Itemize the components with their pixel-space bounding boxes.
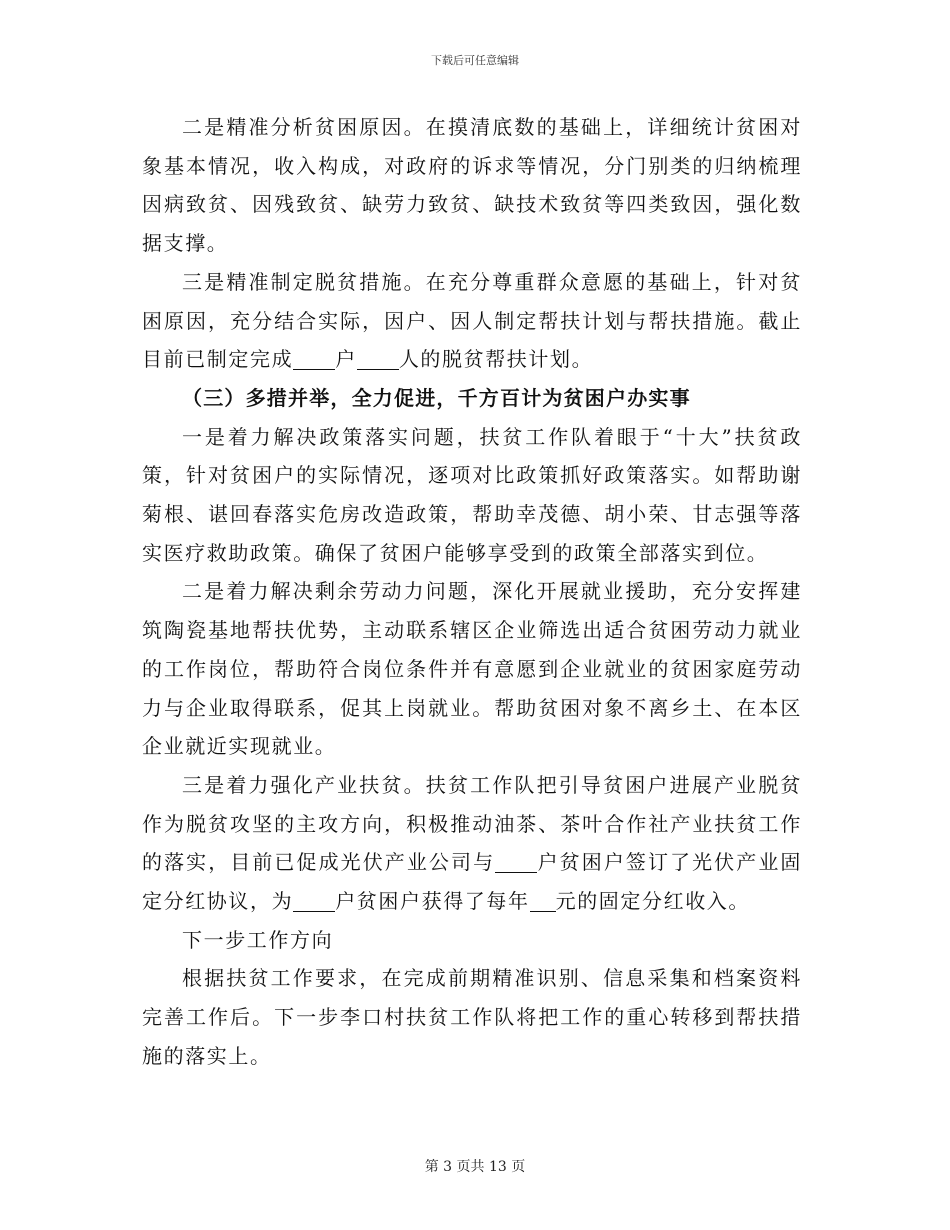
paragraph-industry bbox=[142, 766, 802, 921]
text-segment: 元的固定分红收入。 bbox=[555, 889, 751, 914]
paragraph-poverty-measures bbox=[142, 263, 802, 379]
text-segment: 户贫困户获得了每年 bbox=[335, 889, 530, 914]
text-segment: 人的脱贫帮扶计划。 bbox=[398, 347, 594, 372]
paragraph-labor: 二是着力解决剩余劳动力问题，深化开展就业援助，充分安挥建筑陶瓷基地帮扶优势，主动联系辖区企业筛选出适合贫困劳动力就业的工作岗位，帮助符合岗位条件并有意愿到企业就业的贫困家庭劳动力与企业取得联系，促其上岗就业。帮助贫困对象不离乡土、在本区企业就近实现就业。 bbox=[142, 579, 802, 759]
text-segment: 三是着力强化产业扶贫。扶贫工作队把引导贫困户进展产业脱贫作为脱贫攻坚的主攻方向，积极推动油茶、茶叶合作社产业扶贫工作的落实，目前已促成光伏产业公司与 bbox=[142, 772, 802, 875]
paragraph-poverty-causes: 二是精准分析贫困原因。在摸清底数的基础上，详细统计贫困对象基本情况，收入构成，对政府的诉求等情况，分门别类的归纳梳理因病致贫、因残致贫、缺劳力致贫、缺技术致贫等四类致因，强化数据支撑。 bbox=[142, 115, 802, 256]
document-body bbox=[142, 108, 802, 1076]
text-segment: 户贫困户签订了光伏产业固定分红协议，为 bbox=[142, 850, 802, 914]
section-heading-3: （三）多措并举，全力促进，千方百计为贫困户办实事 bbox=[182, 385, 691, 410]
fill-blank bbox=[357, 347, 399, 370]
page-footer-number: 第 3 页共 13 页 bbox=[424, 1159, 526, 1175]
text-segment: 三是精准制定脱贫措施。在充分尊重群众意愿的基础上，针对贫困原因，充分结合实际，因户、因人制定帮扶计划与帮扶措施。截止目前已制定完成 bbox=[142, 269, 802, 372]
paragraph-next-steps-title: 下一步工作方向 bbox=[182, 927, 334, 952]
paragraph-next-steps: 根据扶贫工作要求，在完成前期精准识别、信息采集和档案资料完善工作后。下一步李口村扶贫工作队将把工作的重心转移到帮扶措施的落实上。 bbox=[142, 966, 802, 1068]
paragraph-policy: 一是着力解决政策落实问题，扶贫工作队着眼于“十大”扶贫政策，针对贫困户的实际情况，逐项对比政策抓好政策落实。如帮助谢菊根、谌回春落实危房改造政策，帮助幸茂德、胡小荣、甘志强等落实医疗救助政策。确保了贫困户能够享受到的政策全部落实到位。 bbox=[142, 424, 802, 565]
fill-blank bbox=[293, 889, 335, 912]
fill-blank bbox=[293, 347, 335, 370]
page-header-note: 下载后可任意编辑 bbox=[431, 54, 519, 67]
fill-blank bbox=[495, 850, 537, 873]
text-segment: 户 bbox=[335, 347, 357, 372]
fill-blank bbox=[530, 889, 556, 912]
